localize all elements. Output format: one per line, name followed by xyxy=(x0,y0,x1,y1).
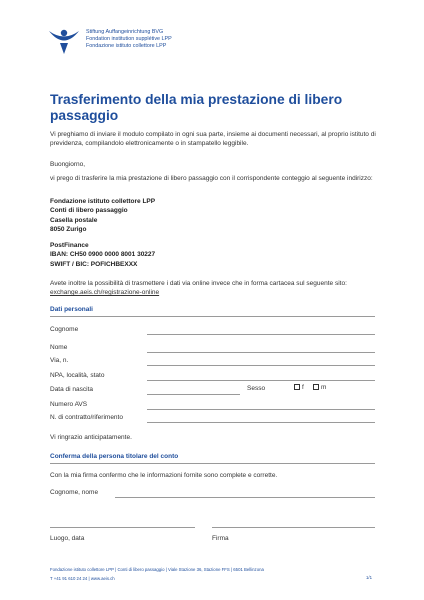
address-line: 8050 Zurigo xyxy=(50,226,87,234)
account-holder-name-field[interactable] xyxy=(115,497,375,498)
sex-female-checkbox[interactable] xyxy=(294,384,304,391)
street-label: Via, n. xyxy=(50,357,69,364)
signature-field[interactable] xyxy=(212,527,375,528)
recipient-address xyxy=(50,197,155,235)
swift-bic: SWIFT / BIC: POFICHBEXXX xyxy=(50,260,138,268)
account-holder-name-label: Cognome, nome xyxy=(50,489,99,496)
street-field[interactable] xyxy=(147,365,375,366)
footer-contact: T +41 91 610 24 24 | www.aeis.ch xyxy=(50,575,115,581)
name-field[interactable] xyxy=(147,352,375,353)
section-title: Conferma della persona titolare del conto xyxy=(50,453,179,460)
registration-link[interactable]: exchange.aeis.ch/registrazione-online xyxy=(50,289,160,297)
bank-name: PostFinance xyxy=(50,242,89,249)
checkbox-box[interactable] xyxy=(294,384,300,390)
address-line: Fondazione istituto collettore LPP xyxy=(50,198,156,205)
surname-field[interactable] xyxy=(147,334,375,335)
iban: IBAN: CH50 0900 0000 8001 30227 xyxy=(50,251,156,259)
surname-label: Cognome xyxy=(50,326,79,333)
signature-label: Firma xyxy=(212,535,229,542)
intro-paragraph: Vi preghiamo di inviare il modulo compilato in ogni sua parte, insieme ai documenti necessari, al proprio istituto di previdenza, compilandolo elettronicamente o in stampatello leggibile. xyxy=(50,131,376,148)
section-confirmation xyxy=(50,452,375,464)
page-number: 1/1 xyxy=(366,575,372,580)
address-line: Conti di libero passaggio xyxy=(50,207,128,215)
org-line-de: Stiftung Auffangeinrichtung BVG xyxy=(86,29,164,35)
org-line-it: Fondazione istituto collettore LPP xyxy=(86,43,167,50)
place-date-label: Luogo, data xyxy=(50,535,85,542)
footer-address: Fondazione istituto collettore LPP | Conti di libero passaggio | Viale Stazione 36, Stazione FFS | 6501 Bellinzona xyxy=(50,567,264,572)
sex-male-checkbox[interactable] xyxy=(313,384,326,391)
person-arc-logo-icon xyxy=(48,28,80,54)
contract-field[interactable] xyxy=(147,422,375,423)
online-alternative xyxy=(50,279,385,298)
section-personal-data xyxy=(50,305,375,317)
document-title: Trasferimento della mia prestazione di libero passaggio xyxy=(50,92,343,123)
bank-details xyxy=(50,241,155,269)
footer xyxy=(50,566,264,584)
sex-male-label: m xyxy=(321,384,327,391)
section-title: Dati personali xyxy=(50,306,93,313)
sex-female-label: f xyxy=(302,384,304,391)
name-label: Nome xyxy=(50,344,68,351)
thanks-text: Vi ringrazio anticipatamente. xyxy=(50,434,132,441)
online-alternative-text: Avete inoltre la possibilità di trasmettere i dati via online invece che in forma cartacea sul seguente sito: xyxy=(50,280,347,287)
city-label: NPA, località, stato xyxy=(50,372,105,379)
address-line: Casella postale xyxy=(50,216,98,224)
organization-name xyxy=(86,29,172,51)
avs-field[interactable] xyxy=(147,409,375,410)
birthdate-label: Data di nascita xyxy=(50,386,93,393)
confirm-text: Con la mia firma confermo che le informazioni fornite sono complete e corrette. xyxy=(50,472,278,479)
org-line-fr: Fondation institution supplétive LPP xyxy=(86,36,172,43)
greeting: Buongiorno, xyxy=(50,161,86,168)
sex-label: Sesso xyxy=(247,385,266,392)
place-date-field[interactable] xyxy=(50,527,195,528)
checkbox-box[interactable] xyxy=(313,384,319,390)
birthdate-field[interactable] xyxy=(147,394,240,395)
request-paragraph: vi prego di trasferire la mia prestazione di libero passaggio con il corrispondente conteggio al seguente indirizzo: xyxy=(50,175,373,182)
contract-label: N. di contratto/riferimento xyxy=(50,414,123,421)
avs-label: Numero AVS xyxy=(50,401,88,408)
city-field[interactable] xyxy=(147,380,375,381)
